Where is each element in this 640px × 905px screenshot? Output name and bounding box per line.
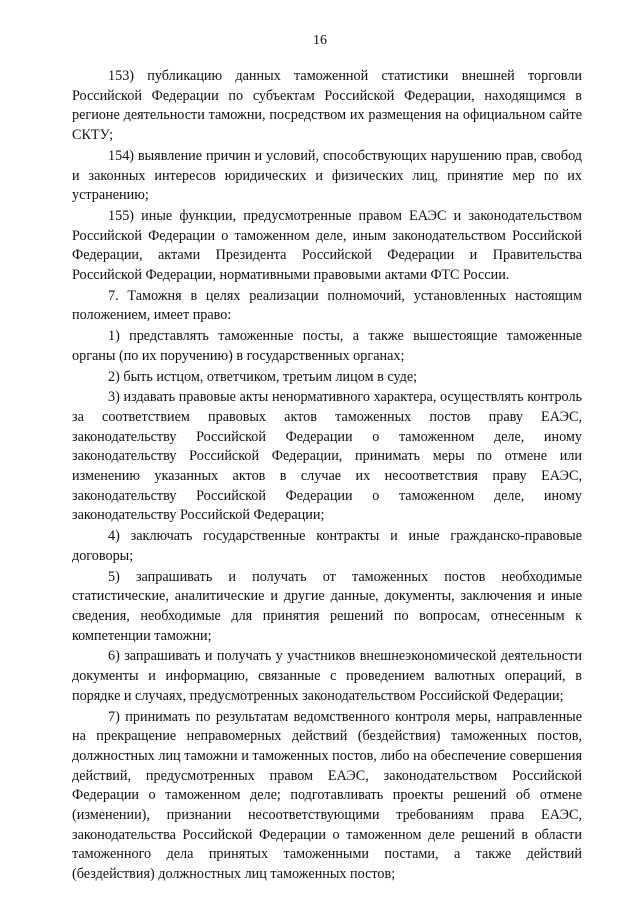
paragraph-right-6: 6) запрашивать и получать у участников внешнеэкономической деятельности документы и информацию, связанные с проведением валютных операций, в порядке и случаях, предусмотренных законодательством Российской Федерации; (72, 648, 582, 704)
document-body (72, 67, 582, 886)
paragraph-153: 153) публикацию данных таможенной статистики внешней торговли Российской Федерации по субъектам Российской Федерации, находящимся в регионе деятельности таможни, посредством их размещения на официальном сайте СКТУ; (72, 68, 582, 144)
paragraph-right-2: 2) быть истцом, ответчиком, третьим лицом в суде; (108, 368, 418, 385)
paragraph-155: 155) иные функции, предусмотренные правом ЕАЭС и законодательством Российской Федерации о таможенном деле, иным законодательством Российской Федерации, актами Президента Российской Федерации и Правительства Российской Федерации, нормативными правовыми актами ФТС России. (72, 207, 582, 284)
paragraph-section-7: 7. Таможня в целях реализации полномочий, установленных настоящим положением, имеет право: (72, 287, 582, 324)
page-number: 16 (313, 33, 327, 48)
paragraph-right-1: 1) представлять таможенные посты, а также вышестоящие таможенные органы (по их поручению) в государственных органах; (72, 328, 582, 364)
paragraph-right-7: 7) принимать по результатам ведомственного контроля меры, направленные на прекращение неправомерных действий (бездействия) таможенных постов, должностных лиц таможни и таможенных постов, либо на обеспечение совершения действий, предусмотренных правом ЕАЭС, законодательством Российской Федерации о таможенном деле; подготавливать проекты решений об отмене (изменении), признании несоответствующими требованиям права ЕАЭС, законодательства Российской Федерации о таможенном деле решений в области таможенного дела принятых таможенными постами, а также действий (бездействия) должностных лиц таможенных постов; (72, 708, 582, 883)
paragraph-right-5: 5) запрашивать и получать от таможенных постов необходимые статистические, аналитические и другие данные, документы, заключения и иные сведения, необходимые для принятия решений по вопросам, отнесенным к компетенции таможни; (72, 568, 582, 644)
paragraph-right-3: 3) издавать правовые акты ненормативного характера, осуществлять контроль за соответствием правовых актов таможенных постов праву ЕАЭС, законодательству Российской Федерации о таможенном деле, иному законодательству Российской Федерации, принимать меры по отмене или изменению указанных актов в случае их несоответствия праву ЕАЭС, законодательству Российской Федерации о таможенном деле, иному законодательству Российской Федерации; (72, 389, 582, 524)
paragraph-right-4: 4) заключать государственные контракты и иные гражданско-правовые договоры; (72, 528, 582, 564)
paragraph-154: 154) выявление причин и условий, способствующих нарушению прав, свобод и законных интересов юридических и физических лиц, принятие мер по их устранению; (72, 147, 582, 204)
